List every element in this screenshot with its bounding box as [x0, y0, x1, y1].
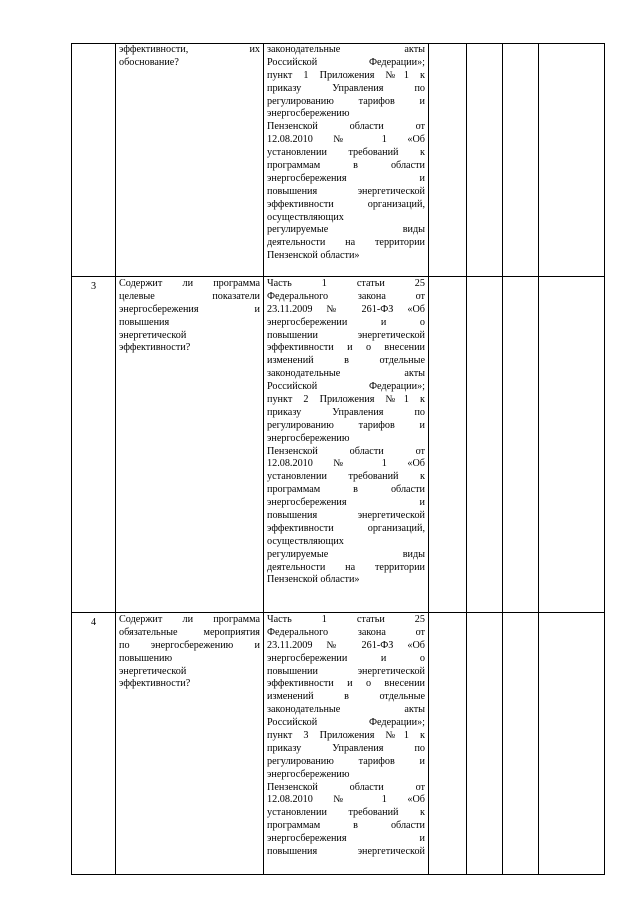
- legal-basis-text-line: изменений в отдельные: [267, 691, 425, 703]
- legal-basis-text-line: Часть 1 статьи 25: [267, 614, 425, 625]
- legal-basis-text-line: пункт 2 Приложения №1 к: [267, 394, 425, 406]
- legal-basis-text-line: энергосбережения и: [267, 833, 425, 845]
- question-text-line: по энергосбережению и: [119, 639, 260, 651]
- legal-basis-text-line: деятельности на территории: [267, 561, 425, 573]
- legal-basis-text-line: энергосбережения и: [267, 172, 425, 184]
- legal-basis-text-line: программам в области: [267, 160, 425, 172]
- legal-basis-text-line: Пензенской области»: [267, 250, 360, 262]
- answer-cell-na[interactable]: [503, 613, 539, 875]
- legal-basis-text-line: Пензенской области от: [267, 121, 425, 133]
- legal-basis-text-line: приказу Управления по: [267, 406, 425, 418]
- legal-basis-text-line: регулированию тарифов и: [267, 95, 425, 107]
- legal-basis-text-line: эффективности организаций,: [267, 522, 425, 534]
- legal-basis-text-line: деятельности на территории: [267, 237, 425, 249]
- legal-basis-text-line: повышения энергетической: [267, 510, 425, 522]
- legal-basis-text-line: установлении требований к: [267, 807, 425, 819]
- legal-basis-text-line: повышении энергетической: [267, 665, 425, 677]
- legal-basis-text-line: энергосбережению: [267, 768, 350, 780]
- legal-basis-text-line: осуществляющих: [267, 535, 344, 547]
- legal-basis-cell: [264, 613, 429, 875]
- legal-basis-text-line: регулированию тарифов и: [267, 419, 425, 431]
- answer-cell-yes[interactable]: [429, 613, 467, 875]
- question-text-line: энергетической: [119, 665, 187, 677]
- legal-basis-cell: [264, 277, 429, 613]
- legal-basis-text-line: эффективности организаций,: [267, 198, 425, 210]
- question-text-line: повышению: [119, 652, 173, 664]
- question-cell: [116, 44, 264, 277]
- table-row: [72, 613, 605, 875]
- legal-basis-text-line: законодательные акты: [267, 44, 425, 55]
- row-number-cell: 4: [72, 613, 116, 875]
- legal-basis-text-line: Федерального закона от: [267, 626, 425, 638]
- question-text-line: эффективности?: [119, 342, 191, 354]
- answer-cell-no[interactable]: [467, 277, 503, 613]
- legal-basis-text-line: изменений в отдельные: [267, 355, 425, 367]
- legal-basis-text-line: 23.11.2009 № 261-ФЗ «Об: [267, 303, 425, 315]
- legal-basis-text-line: повышении энергетической: [267, 329, 425, 341]
- legal-basis-text-line: энергосбережению: [267, 108, 350, 120]
- legal-basis-text-line: приказу Управления по: [267, 82, 425, 94]
- question-text-line: повышения: [119, 316, 170, 328]
- legal-basis-text-line: Пензенской области от: [267, 445, 425, 457]
- legal-basis-text-line: регулируемые виды: [267, 224, 425, 236]
- legal-basis-text-line: повышения энергетической: [267, 185, 425, 197]
- row-number-cell: [72, 44, 116, 277]
- legal-basis-text-line: энергосбережении и о: [267, 652, 425, 664]
- answer-cell-yes[interactable]: [429, 277, 467, 613]
- table-row: [72, 44, 605, 277]
- legal-basis-text-line: Российской Федерации»;: [267, 381, 425, 393]
- legal-basis-text-line: законодательные акты: [267, 704, 425, 716]
- legal-basis-text-line: законодательные акты: [267, 368, 425, 380]
- notes-cell[interactable]: [539, 613, 605, 875]
- question-text-line: эффективности?: [119, 678, 191, 690]
- legal-basis-text-line: 12.08.2010 № 1 «Об: [267, 794, 425, 806]
- legal-basis-text-line: Пензенской области»: [267, 574, 360, 586]
- table-row: [72, 277, 605, 613]
- legal-basis-text-line: энергосбережению: [267, 432, 350, 444]
- legal-basis-text-line: пункт 3 Приложения №1 к: [267, 730, 425, 742]
- legal-basis-text-line: программам в области: [267, 820, 425, 832]
- legal-basis-text-line: Пензенской области от: [267, 781, 425, 793]
- legal-basis-text-line: 23.11.2009 № 261-ФЗ «Об: [267, 639, 425, 651]
- legal-basis-text-line: энергосбережения и: [267, 497, 425, 509]
- checklist-table: [71, 43, 605, 875]
- question-text-line: энергосбережения и: [119, 303, 260, 315]
- legal-basis-text-line: повышения энергетической: [267, 846, 425, 858]
- legal-basis-cell: [264, 44, 429, 277]
- legal-basis-text-line: эффективности и о внесении: [267, 678, 425, 690]
- legal-basis-text-line: установлении требований к: [267, 471, 425, 483]
- question-text-line: эффективности, их: [119, 44, 260, 55]
- legal-basis-text-line: Федерального закона от: [267, 290, 425, 302]
- legal-basis-text-line: Часть 1 статьи 25: [267, 278, 425, 289]
- legal-basis-text-line: приказу Управления по: [267, 742, 425, 754]
- row-number-cell: 3: [72, 277, 116, 613]
- question-text-line: обоснование?: [119, 56, 179, 68]
- legal-basis-text-line: установлении требований к: [267, 147, 425, 159]
- legal-basis-text-line: энергосбережении и о: [267, 316, 425, 328]
- answer-cell-no[interactable]: [467, 613, 503, 875]
- legal-basis-text-line: осуществляющих: [267, 211, 344, 223]
- question-text-line: энергетической: [119, 329, 187, 341]
- answer-cell-na[interactable]: [503, 277, 539, 613]
- legal-basis-text-line: эффективности и о внесении: [267, 342, 425, 354]
- legal-basis-text-line: пункт 1 Приложения №1 к: [267, 69, 425, 81]
- question-text-line: Содержит ли программа: [119, 278, 260, 289]
- legal-basis-text-line: Российской Федерации»;: [267, 717, 425, 729]
- question-text-line: Содержит ли программа: [119, 614, 260, 625]
- question-cell: [116, 277, 264, 613]
- legal-basis-text-line: регулированию тарифов и: [267, 755, 425, 767]
- answer-cell-yes[interactable]: [429, 44, 467, 277]
- legal-basis-text-line: Российской Федерации»;: [267, 56, 425, 68]
- legal-basis-text-line: 12.08.2010 № 1 «Об: [267, 458, 425, 470]
- legal-basis-text-line: программам в области: [267, 484, 425, 496]
- legal-basis-text-line: регулируемые виды: [267, 548, 425, 560]
- notes-cell[interactable]: [539, 277, 605, 613]
- question-text-line: целевые показатели: [119, 290, 260, 302]
- legal-basis-text-line: 12.08.2010 № 1 «Об: [267, 134, 425, 146]
- notes-cell[interactable]: [539, 44, 605, 277]
- question-text-line: обязательные мероприятия: [119, 626, 260, 638]
- answer-cell-na[interactable]: [503, 44, 539, 277]
- question-cell: [116, 613, 264, 875]
- answer-cell-no[interactable]: [467, 44, 503, 277]
